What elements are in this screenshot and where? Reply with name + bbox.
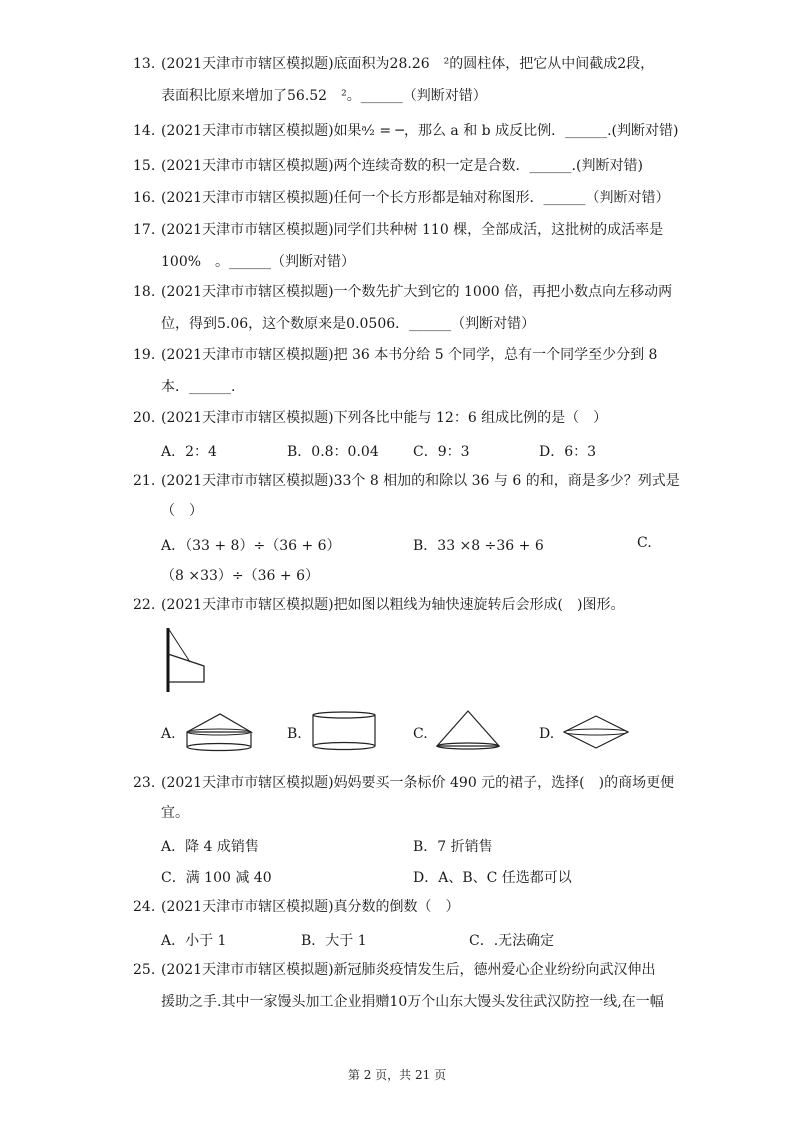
question-text-line2: 宜。 (161, 805, 189, 821)
question-text-line2: （ ） (161, 503, 203, 519)
option-c: C．.无法确定 (469, 933, 555, 949)
question-source: (2021天津市市辖区模拟题) (161, 123, 334, 139)
question-text: 33个 8 相加的和除以 36 与 6 的和，商是多少？列式是 (333, 473, 680, 489)
question-number: 23. (133, 775, 156, 791)
question-source: (2021天津市市辖区模拟题) (161, 473, 334, 489)
option-c: C. (413, 726, 428, 742)
question-source: (2021天津市市辖区模拟题) (161, 597, 334, 613)
question-source: (2021天津市市辖区模拟题) (161, 190, 334, 206)
option-b: B．7 折销售 (413, 839, 493, 855)
option-b: B．33 ×8 ÷36 + 6 (413, 538, 544, 554)
question-text: 新冠肺炎疫情发生后，德州爱心企业纷纷向武汉伸出 (333, 962, 656, 978)
question-text-line2: 援助之手.其中一家馒头加工企业捐赠10万个山东大馒头发往武汉防控一线,在一幅 (161, 994, 664, 1010)
question-source: (2021天津市市辖区模拟题) (161, 410, 334, 426)
question-text: 把 36 本书分给 5 个同学，总有一个同学至少分到 8 (333, 347, 658, 363)
question-number: 16. (133, 190, 156, 206)
option-d: D. (539, 726, 555, 742)
rotation-figure (160, 626, 220, 696)
page-footer: 第 2 页，共 21 页 (347, 1068, 447, 1082)
option-d: D．A、B、C 任选都可以 (413, 870, 572, 886)
question-number: 13. (133, 56, 156, 72)
option-a: A．小于 1 (161, 933, 227, 949)
question-text: 下列各比中能与 12：6 组成比例的是（ ） (333, 410, 608, 426)
question-source: (2021天津市市辖区模拟题) (161, 284, 334, 300)
question-text: 任何一个长方形都是轴对称图形．______（判断对错） (333, 190, 670, 206)
question-source: (2021天津市市辖区模拟题) (161, 158, 334, 174)
question-text-line2: 本．______. (161, 379, 236, 395)
question-source: (2021天津市市辖区模拟题) (161, 899, 334, 915)
option-a: A．2：4 (161, 444, 217, 460)
question-text-line2: 位，得到5.06，这个数原来是0.0506．______（判断对错） (161, 316, 536, 332)
question-text: 两个连续奇数的积一定是合数．______.(判断对错) (333, 158, 643, 174)
question-number: 20. (133, 410, 156, 426)
question-text-line2: 表面积比原来增加了56.52 ²。______（判断对错） (161, 88, 487, 104)
question-text: 底面积为28.26 ²的圆柱体，把它从中间截成2段， (333, 56, 655, 72)
option-d: D．6：3 (539, 444, 597, 460)
question-text: 如果ᵃ⁄₂ = ─，那么 a 和 b 成反比例．______.(判断对错) (333, 123, 679, 139)
option-a: A. (161, 726, 176, 742)
cone-icon (435, 708, 505, 753)
question-number: 14. (133, 123, 156, 139)
question-text: 妈妈要买一条标价 490 元的裙子，选择( )的商场更便 (333, 775, 675, 791)
question-source: (2021天津市市辖区模拟题) (161, 962, 334, 978)
question-number: 21. (133, 473, 156, 489)
question-number: 18. (133, 284, 156, 300)
option-c: C. (637, 535, 652, 551)
question-source: (2021天津市市辖区模拟题) (161, 347, 334, 363)
question-number: 25. (133, 962, 156, 978)
question-source: (2021天津市市辖区模拟题) (161, 775, 334, 791)
option-c-text: （8 ×33）÷（36 + 6） (161, 568, 319, 584)
question-text: 真分数的倒数（ ） (333, 899, 460, 915)
double-cone-icon (562, 712, 632, 752)
question-text: 同学们共种树 110 棵，全部成活，这批树的成活率是 (333, 222, 664, 238)
question-number: 17. (133, 222, 156, 238)
option-b: B．0.8：0.04 (287, 444, 379, 460)
cone-cylinder-icon (185, 710, 255, 755)
question-number: 24. (133, 899, 156, 915)
question-source: (2021天津市市辖区模拟题) (161, 222, 334, 238)
question-number: 19. (133, 347, 156, 363)
option-b: B. (287, 726, 302, 742)
option-c: C．满 100 减 40 (161, 870, 272, 886)
option-a: A．（33 + 8）÷（36 + 6） (161, 538, 341, 554)
cylinder-icon (311, 710, 381, 755)
question-text: 把如图以粗线为轴快速旋转后会形成( )图形。 (333, 597, 625, 613)
option-a: A．降 4 成销售 (161, 839, 259, 855)
question-source: (2021天津市市辖区模拟题) (161, 56, 334, 72)
question-text-line2: 100% 。______（判断对错） (161, 254, 356, 270)
question-number: 15. (133, 158, 156, 174)
question-text: 一个数先扩大到它的 1000 倍，再把小数点向左移动两 (333, 284, 673, 300)
option-c: C．9：3 (413, 444, 470, 460)
question-number: 22. (133, 597, 156, 613)
option-b: B．大于 1 (301, 933, 367, 949)
